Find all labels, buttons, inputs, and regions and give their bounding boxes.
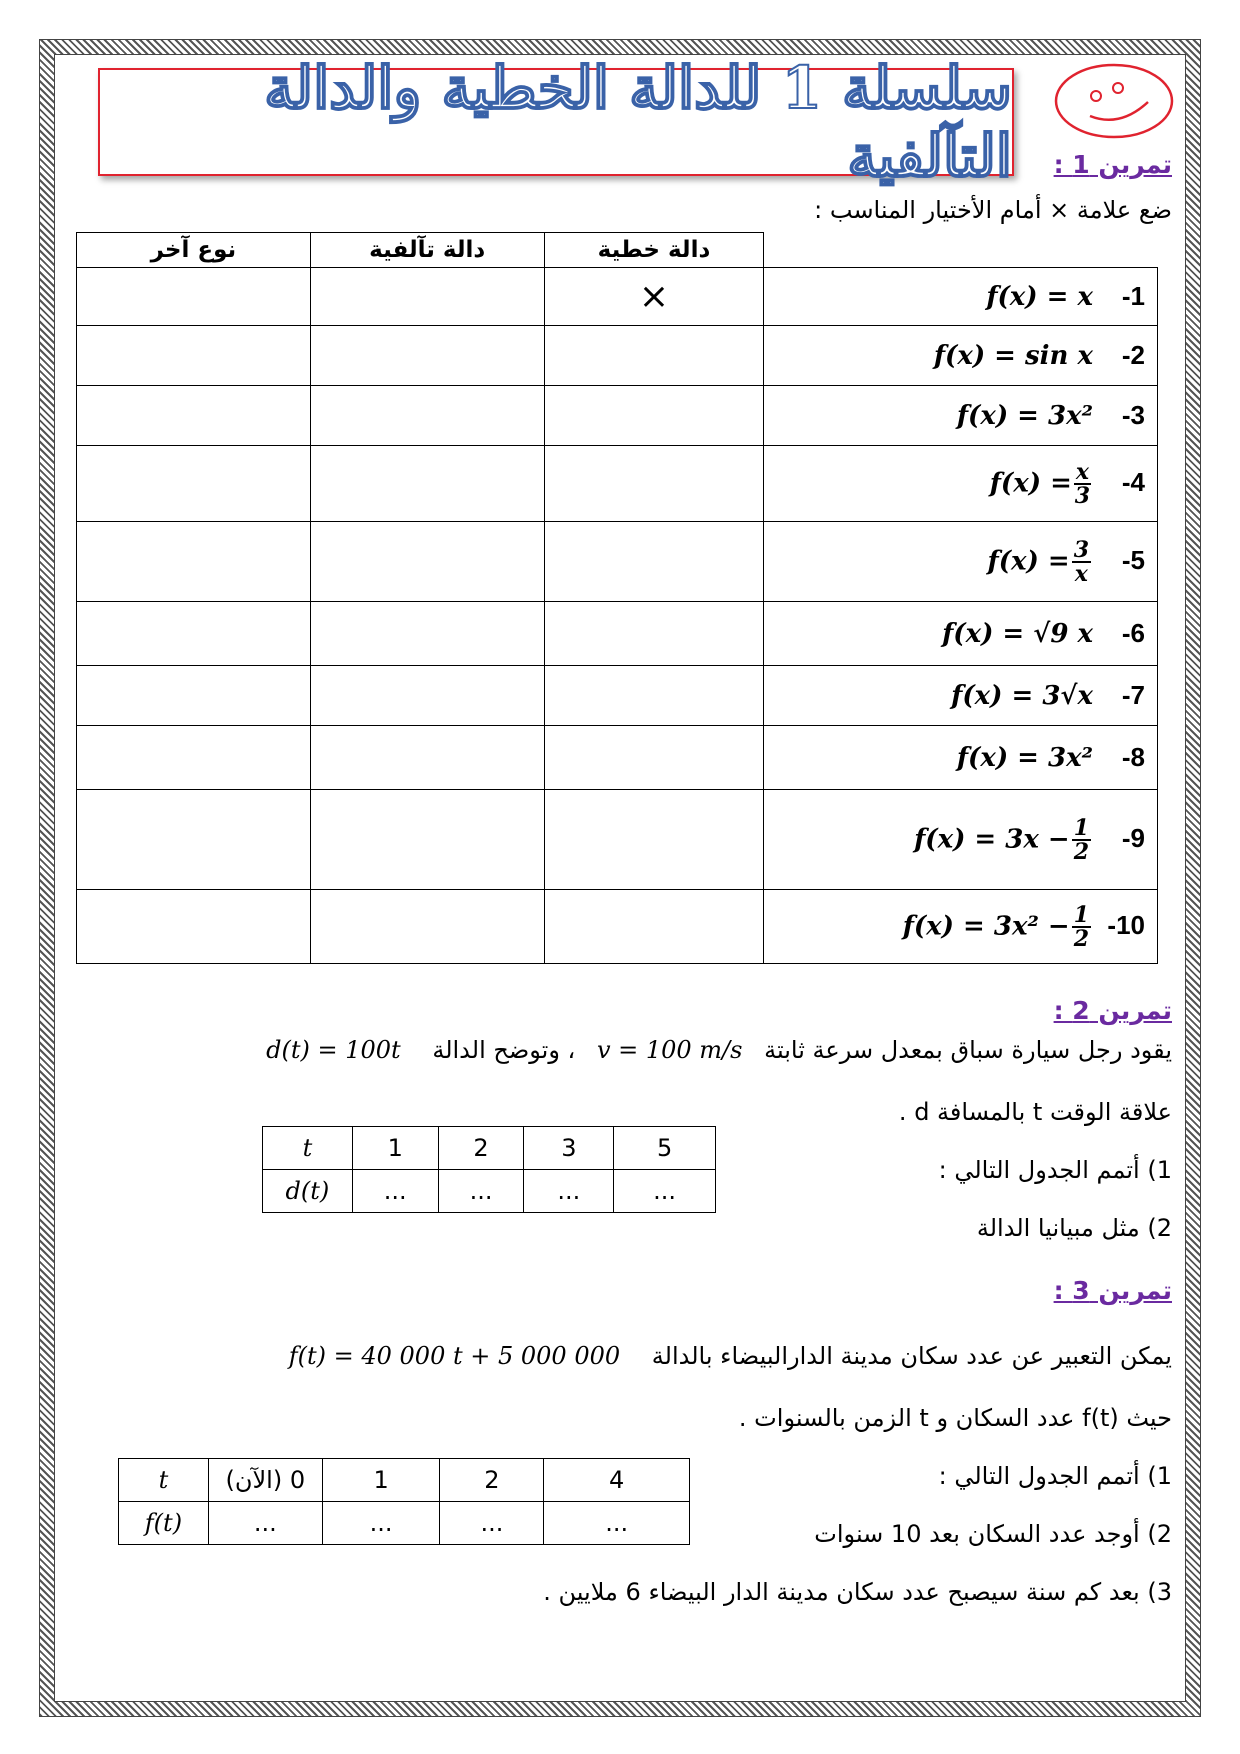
numerator: x [1075, 458, 1089, 485]
cell-other[interactable] [77, 522, 311, 602]
exercise1-row [77, 890, 1158, 964]
ex3-text-a: يمكن التعبير عن عدد سكان مدينة الدارالبيضاء بالدالة [651, 1342, 1172, 1370]
cell-linear[interactable] [544, 790, 764, 890]
function-expr: f(x) = √9 x [942, 619, 1093, 649]
cell-linear[interactable] [544, 522, 764, 602]
ex2-cell: 3 [524, 1127, 614, 1170]
ex2-cell: 5 [614, 1127, 716, 1170]
header-blank [764, 233, 1158, 268]
smiley-icon [1050, 58, 1178, 144]
ex2-cell: d(t) [263, 1170, 353, 1213]
ex3-cell: ... [544, 1502, 690, 1545]
cell-linear[interactable] [544, 666, 764, 726]
ex2-text-b: ، وتوضح الدالة [432, 1036, 576, 1064]
cell-linear[interactable] [544, 386, 764, 446]
function-expr: f(x) = 3√x [951, 681, 1093, 711]
row-number: -3 [1121, 400, 1145, 430]
numerator: 3 [1073, 536, 1089, 563]
cell-affine[interactable] [310, 890, 544, 964]
cell-linear[interactable]: × [544, 268, 764, 326]
function-cell [764, 726, 1158, 790]
exercise3-table [118, 1458, 690, 1545]
exercise1-row [77, 386, 1158, 446]
ex2-cell: 2 [438, 1127, 524, 1170]
row-number: -2 [1121, 340, 1145, 370]
exercise2-line2: علاقة الوقت t بالمسافة d . [898, 1098, 1172, 1126]
exercise2-table [262, 1126, 716, 1213]
function-cell [764, 666, 1158, 726]
exercise3-q1: 1) أتمم الجدول التالي : [938, 1462, 1172, 1490]
cell-affine[interactable] [310, 726, 544, 790]
numerator: 1 [1073, 814, 1089, 841]
cell-other[interactable] [77, 790, 311, 890]
cell-other[interactable] [77, 268, 311, 326]
exercise3-line1 [72, 1342, 1172, 1370]
numerator: 1 [1073, 901, 1089, 928]
cell-affine[interactable] [310, 446, 544, 522]
cell-linear[interactable] [544, 602, 764, 666]
cell-affine[interactable] [310, 268, 544, 326]
cell-other[interactable] [77, 446, 311, 522]
fraction [1072, 814, 1091, 865]
ex2-cell: ... [352, 1170, 438, 1213]
row-number: -1 [1121, 281, 1145, 311]
function-expr: f(x) = 3x² [956, 743, 1093, 773]
row-number: -5 [1121, 545, 1145, 575]
ex3-cell: 4 [544, 1459, 690, 1502]
function-cell [764, 326, 1158, 386]
ex2-text-a: يقود رجل سيارة سباق بمعدل سرعة ثابتة [764, 1036, 1172, 1064]
ex3-cell: ... [440, 1502, 544, 1545]
row-number: -9 [1121, 823, 1145, 853]
ex3-cell: 2 [440, 1459, 544, 1502]
denominator: 3 [1074, 482, 1091, 509]
function-expr: f(x) = 3x − [914, 824, 1070, 854]
function-expr: f(x) = 3x² − [902, 911, 1070, 941]
cell-affine[interactable] [310, 602, 544, 666]
col-affine: دالة تآلفية [310, 233, 544, 268]
exercise1-row [77, 666, 1158, 726]
function-expr: f(x) = [989, 468, 1072, 498]
exercise3-heading: تمرين 3 : [1053, 1276, 1172, 1305]
cell-linear[interactable] [544, 326, 764, 386]
cell-other[interactable] [77, 602, 311, 666]
title-box [98, 54, 1014, 190]
denominator: x [1074, 560, 1088, 587]
exercise1-row [77, 790, 1158, 890]
function-cell [764, 522, 1158, 602]
cell-linear[interactable] [544, 446, 764, 522]
ex3-cell: ... [208, 1502, 322, 1545]
exercise1-row [77, 326, 1158, 386]
row-number: -4 [1121, 467, 1145, 497]
exercise2-q2: 2) مثل مبيانيا الدالة [976, 1214, 1172, 1242]
ex2-cell: ... [614, 1170, 716, 1213]
cell-other[interactable] [77, 386, 311, 446]
denominator: 2 [1073, 925, 1089, 952]
function-cell [764, 386, 1158, 446]
function-expr: f(x) = 3x² [956, 401, 1093, 431]
exercise1-heading: تمرين 1 : [1053, 150, 1172, 179]
denominator: 2 [1073, 838, 1089, 865]
ex3-func: f(t) = 40 000 t + 5 000 000 [288, 1342, 621, 1370]
function-expr: f(x) = sin x [933, 341, 1093, 371]
ex2-cell: ... [438, 1170, 524, 1213]
function-cell [764, 268, 1158, 326]
cell-linear[interactable] [544, 890, 764, 964]
row-number: -6 [1121, 618, 1145, 648]
fraction [1072, 901, 1091, 952]
exercise1-row [77, 726, 1158, 790]
exercise1-row [77, 602, 1158, 666]
ex3-cell: 0 (الآن) [208, 1459, 322, 1502]
row-number: -8 [1121, 742, 1145, 772]
exercise2-q1: 1) أتمم الجدول التالي : [938, 1156, 1172, 1184]
cell-other[interactable] [77, 726, 311, 790]
row-number: -7 [1121, 680, 1145, 710]
exercise2-heading: تمرين 2 : [1053, 996, 1172, 1025]
fraction [1074, 458, 1091, 509]
exercise3-line2: حيث f(t) عدد السكان و t الزمن بالسنوات . [738, 1404, 1172, 1432]
cell-affine[interactable] [310, 522, 544, 602]
cell-affine[interactable] [310, 386, 544, 446]
cell-linear[interactable] [544, 726, 764, 790]
function-cell [764, 890, 1158, 964]
cell-affine[interactable] [310, 326, 544, 386]
function-expr: f(x) = x [986, 282, 1093, 312]
exercise1-row [77, 446, 1158, 522]
exercise1-row [77, 268, 1158, 326]
ex3-cell: ... [322, 1502, 440, 1545]
ex2-cell: t [263, 1127, 353, 1170]
cell-affine[interactable] [310, 790, 544, 890]
exercise1-row [77, 522, 1158, 602]
page-title: سلسلة 1 للدالة الخطية والدالة التآلفية [264, 54, 1012, 190]
cell-other[interactable] [77, 326, 311, 386]
exercise1-instruction: ضع علامة × أمام الأختيار المناسب : [814, 196, 1172, 224]
function-cell [764, 790, 1158, 890]
function-cell [764, 602, 1158, 666]
ex2-cell: 1 [352, 1127, 438, 1170]
exercise3-q2: 2) أوجد عدد السكان بعد 10 سنوات [814, 1520, 1172, 1548]
ex3-cell: f(t) [119, 1502, 209, 1545]
cell-other[interactable] [77, 666, 311, 726]
fraction [1072, 536, 1091, 587]
cell-affine[interactable] [310, 666, 544, 726]
exercise3-q3: 3) بعد كم سنة سيصبح عدد سكان مدينة الدار البيضاء 6 ملايين . [543, 1578, 1172, 1606]
ex3-cell: t [119, 1459, 209, 1502]
col-other: نوع آخر [77, 233, 311, 268]
function-expr: f(x) = [987, 546, 1070, 576]
exercise2-line1 [72, 1036, 1172, 1064]
ex2-func: d(t) = 100t [266, 1036, 401, 1064]
function-cell [764, 446, 1158, 522]
ex2-speed: v = 100 m/s [596, 1036, 743, 1064]
row-number: -10 [1107, 910, 1145, 940]
ex2-cell: ... [524, 1170, 614, 1213]
ex3-cell: 1 [322, 1459, 440, 1502]
cell-other[interactable] [77, 890, 311, 964]
col-linear: دالة خطية [544, 233, 764, 268]
exercise1-table [76, 232, 1158, 964]
